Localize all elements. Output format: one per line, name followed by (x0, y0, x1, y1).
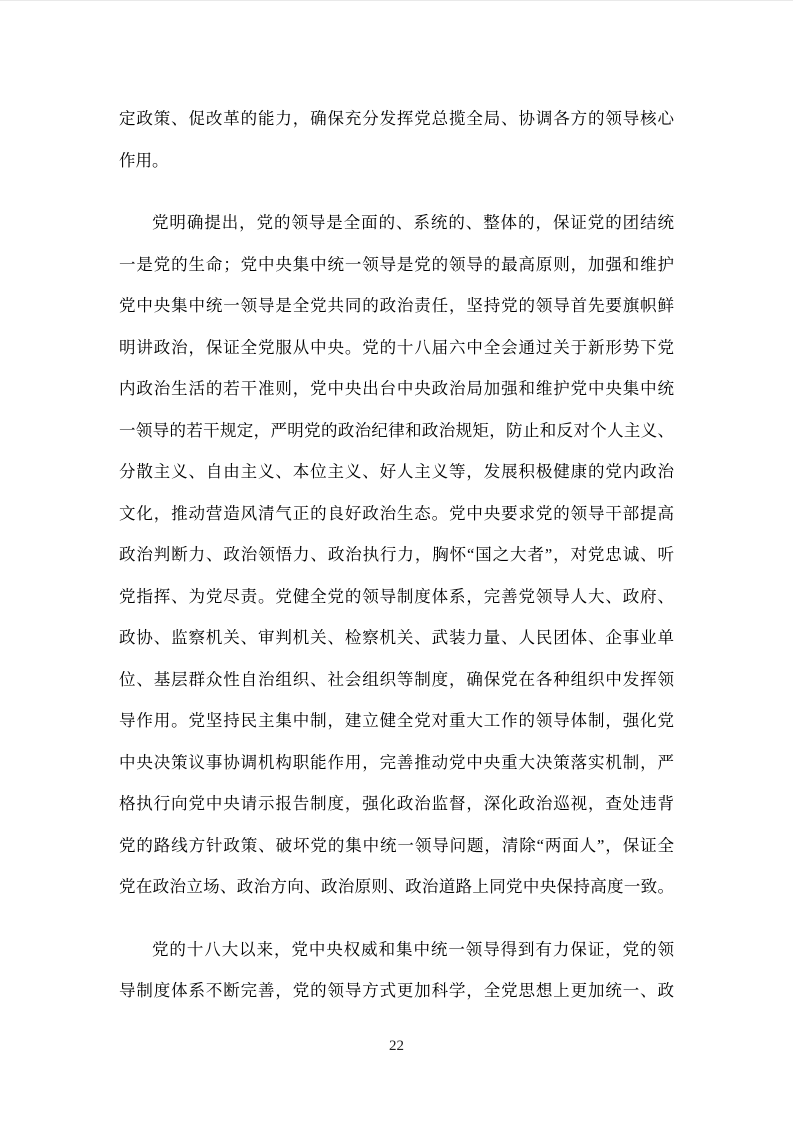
text-line: 格执行向党中央请示报告制度，强化政治监督，深化政治巡视，查处违背 (119, 794, 674, 813)
text-line: 导制度体系不断完善，党的领导方式更加科学，全党思想上更加统一、政 (119, 981, 674, 1000)
text-line: 中央决策议事协调机构职能作用，完善推动党中央重大决策落实机制，严 (119, 752, 674, 772)
text-line: 党中央集中统一领导是全党共同的政治责任，坚持党的领导首先要旗帜鲜 (119, 296, 674, 315)
text-line: 文化，推动营造风清气正的良好政治生态。党中央要求党的领导干部提高 (119, 503, 674, 523)
page-top-edge (0, 0, 793, 1)
text-line: 党的路线方针政策、破坏党的集中统一领导问题，清除“两面人”，保证全 (119, 835, 674, 855)
paragraph (119, 929, 674, 1012)
text-line: 明讲政治，保证全党服从中央。党的十八届六中全会通过关于新形势下党 (119, 337, 674, 357)
text-line: 党在政治立场、政治方向、政治原则、政治道路上同党中央保持高度一致。 (119, 877, 674, 896)
text-line: 导作用。党坚持民主集中制，建立健全党对重大工作的领导体制，强化党 (119, 711, 674, 730)
text-line: 党指挥、为党尽责。党健全党的领导制度体系，完善党领导人大、政府、 (119, 586, 674, 606)
text-line: 政治判断力、政治领悟力、政治执行力，胸怀“国之大者”，对党忠诚、听 (119, 545, 674, 564)
text-line: 位、基层群众性自治组织、社会组织等制度，确保党在各种组织中发挥领 (119, 669, 674, 689)
paragraph (119, 202, 674, 908)
text-line: 内政治生活的若干准则，党中央出台中央政治局加强和维护党中央集中统 (119, 379, 674, 398)
text-line: 分散主义、自由主义、本位主义、好人主义等，发展积极健康的党内政治 (119, 462, 674, 481)
text-line: 党的十八大以来，党中央权威和集中统一领导得到有力保证，党的领 (152, 939, 674, 959)
text-line: 一是党的生命；党中央集中统一领导是党的领导的最高原则，加强和维护 (119, 254, 674, 274)
paragraph (119, 98, 674, 181)
text-line: 作用。 (119, 150, 169, 170)
text-line: 定政策、促改革的能力，确保充分发挥党总揽全局、协调各方的领导核心 (119, 109, 674, 128)
document-body (119, 98, 674, 1012)
page-number: 22 (389, 1038, 404, 1054)
text-line: 一领导的若干规定，严明党的政治纪律和政治规矩，防止和反对个人主义、 (119, 420, 674, 440)
text-line: 党明确提出，党的领导是全面的、系统的、整体的，保证党的团结统 (152, 213, 674, 232)
text-line: 政协、监察机关、审判机关、检察机关、武装力量、人民团体、企事业单 (119, 628, 674, 647)
